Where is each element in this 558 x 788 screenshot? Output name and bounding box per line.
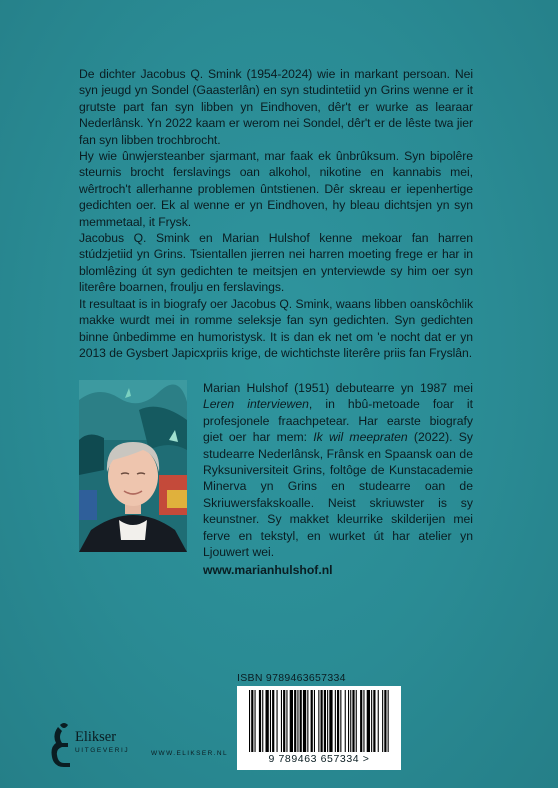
bio-text-part: (2022). Sy studearre Nederlânsk, Frânsk en Spaansk oan de Ryksuniversiteit Grins, foltôge de Kunstacademie Minerva yn Grins en studearre oan de Skriuwersfakskoalle. Neist skriuwster is sy keunstner. Sy makket kleurrike skilderijen mei ferve en tekstyl, en wurket út har atelier yn Ljouwert wei. [203,430,473,560]
publisher-website[interactable]: WWW.ELIKSER.NL [151,750,229,757]
blurb-paragraph: Hy wie ûnwjersteanber sjarmant, mar faak ek ûnbrûksum. Syn bipolêre steurnis brocht ferslavings oan alkohol, nikotine en kannabis mei, wêrtroch't allerhanne problemen ûntstienen. Dêr skreau er iepenhertige gedichten oer. Ek al wenne er yn Eindhoven, hy bleau dichtsjen yn syn memmetaal, it Frysk. [79,149,473,229]
blurb-paragraph: It resultaat is in biografy oer Jacobus Q. Smink, waans libben oanskôchlik makke wurdt mei in romme seleksje fan syn gedichten. Syn gedichten binne ûnbedimme en humoristysk. It is dan ek net om 'e nocht dat er yn 2013 de Gysbert Japicxpriis krige, de wichtichste literêre priis fan Fryslân. [79,296,473,360]
isbn-label: ISBN 9789463657334 [237,672,346,684]
blurb-paragraph: De dichter Jacobus Q. Smink (1954-2024) wie in markant persoan. Nei syn jeugd yn Sondel (Gaasterlân) en syn studintetiid yn Grins wenne er it grutste part fan syn libben yn Eindhoven, dêr't er wurke as learaar Nederlânsk. Yn 2022 kaam er werom nei Sondel, dêr't er de lêste twa jier fan syn libben trochbrocht. [79,67,473,147]
bio-text-part: , in hbû-metoade foar it profesjonele fraachpetear. Har earste biografy giet oer har mem: [203,397,474,445]
blurb-paragraph: Jacobus Q. Smink en Marian Hulshof kenne mekoar fan harren stúdzjetiid yn Grins. Tsientallen jierren nei harren moeting frege er har in blomlêzing út syn gedichten te meitsjen en ynterviewde sy him oer syn literêre boarnen, froulju en ferslavings. [79,231,473,295]
book-blurb [79,66,473,361]
book-title: Ik wil meepraten [313,430,408,445]
book-title: Leren interviewen [203,397,309,412]
publisher-name: Elikser [75,729,117,745]
bio-text [203,380,473,560]
author-website-link[interactable]: www.marianhulshof.nl [203,563,333,578]
author-photo [79,380,187,552]
publisher-subtitle: UITGEVERIJ [75,747,130,754]
bio-text-part: Marian Hulshof (1951) debutearre yn 1987 mei [203,381,473,395]
author-bio [203,380,473,579]
barcode-digits: 9 789463 657334 > [268,753,370,765]
